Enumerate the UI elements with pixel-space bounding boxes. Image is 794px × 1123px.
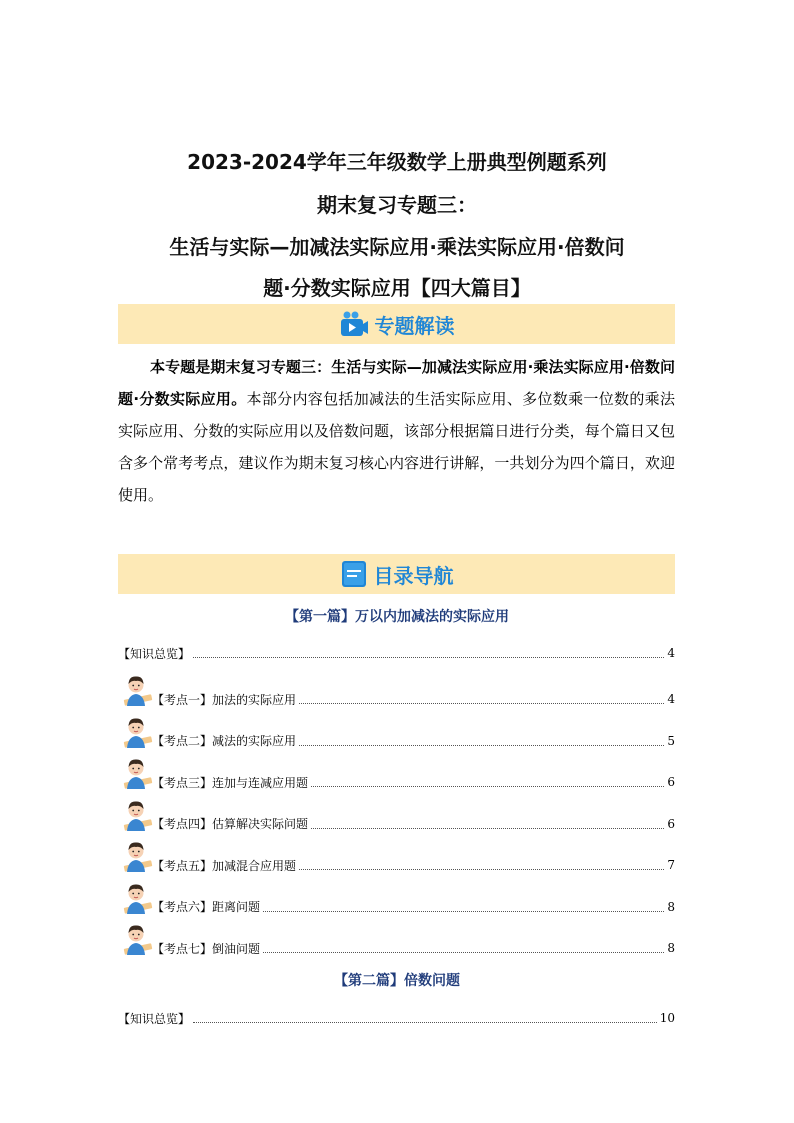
toc-page-number: 4 [667, 692, 675, 706]
toc-page-number: 4 [667, 646, 675, 660]
toc-label: 【考点二】减法的实际应用 [152, 734, 297, 748]
part1-heading: 【第一篇】万以内加减法的实际应用 [285, 609, 509, 625]
toc-label: 【考点一】加法的实际应用 [152, 692, 297, 707]
part2-heading: 【第二篇】倍数问题 [334, 973, 460, 989]
toc-leader [311, 785, 664, 787]
toc-item[interactable] [152, 938, 675, 958]
toc-item[interactable] [152, 855, 675, 875]
toc-leader [193, 656, 664, 658]
student-avatar-icon [120, 881, 154, 915]
toc-item[interactable] [152, 897, 675, 917]
toc-page-number: 8 [667, 899, 675, 914]
toc-banner-title: 目录导航 [373, 563, 454, 588]
toc-item[interactable] [152, 689, 675, 709]
doc-title-line-3: 生活与实际—加减法实际应用·乘法实际应用·倍数问 [169, 235, 625, 259]
doc-title-line-1: 2023-2024学年三年级数学上册典型例题系列 [187, 150, 607, 174]
toc-page-number: 5 [667, 733, 675, 748]
doc-title-line-4: 题·分数实际应用【四大篇目】 [263, 276, 531, 300]
student-avatar-icon [120, 922, 154, 956]
toc-overview-part1[interactable] [118, 643, 675, 663]
toc-overview-part2[interactable] [118, 1008, 675, 1028]
intro-bold-text: 本专题是期末复习专题三：生活与实际—加减法实际应用·乘法实际应用·倍数问题·分数实际应用。 [118, 358, 675, 408]
toc-label: 【知识总览】 [118, 646, 191, 661]
toc-label: 【考点五】加减混合应用题 [152, 858, 297, 873]
student-avatar-icon [120, 673, 154, 707]
toc-label: 【考点七】倒油问题 [152, 941, 261, 956]
toc-page-number: 7 [667, 858, 675, 872]
toc-page-number: 6 [667, 775, 675, 789]
doc-title-line-2: 期末复习专题三： [317, 193, 477, 217]
intro-banner [118, 304, 675, 344]
toc-leader [311, 827, 664, 829]
toc-label: 【知识总览】 [118, 1011, 191, 1026]
student-avatar-icon [120, 798, 154, 832]
intro-paragraph [118, 351, 675, 511]
intro-body-text: 本部分内容包括加减法的生活实际应用、多位数乘一位数的乘法实际应用、分数的实际应用以及倍数问题，该部分根据篇日进行分类，每个篇日又包含多个常考考点，建议作为期末复习核心内容进行讲解，一共划分为四个篇日，欢迎使用。 [118, 390, 675, 504]
toc-item[interactable] [152, 772, 675, 792]
intro-banner-title: 专题解读 [374, 313, 455, 338]
toc-banner [118, 554, 675, 594]
toc-leader [263, 951, 664, 953]
student-avatar-icon [120, 756, 154, 790]
toc-page-number: 8 [667, 941, 675, 955]
toc-label: 【考点六】距离问题 [152, 900, 261, 914]
toc-leader [299, 702, 664, 704]
toc-item[interactable] [152, 731, 675, 751]
toc-item[interactable] [152, 814, 675, 834]
toc-leader [299, 744, 664, 746]
toc-page-number: 10 [659, 1011, 675, 1025]
toc-leader [193, 1021, 657, 1023]
student-avatar-icon [120, 715, 154, 749]
video-camera-icon [339, 309, 369, 339]
toc-page-number: 6 [667, 816, 675, 831]
toc-leader [299, 868, 664, 870]
book-icon [340, 559, 368, 589]
toc-label: 【考点三】连加与连减应用题 [152, 775, 309, 790]
student-avatar-icon [120, 839, 154, 873]
toc-leader [263, 910, 664, 912]
toc-label: 【考点四】估算解决实际问题 [152, 817, 309, 831]
